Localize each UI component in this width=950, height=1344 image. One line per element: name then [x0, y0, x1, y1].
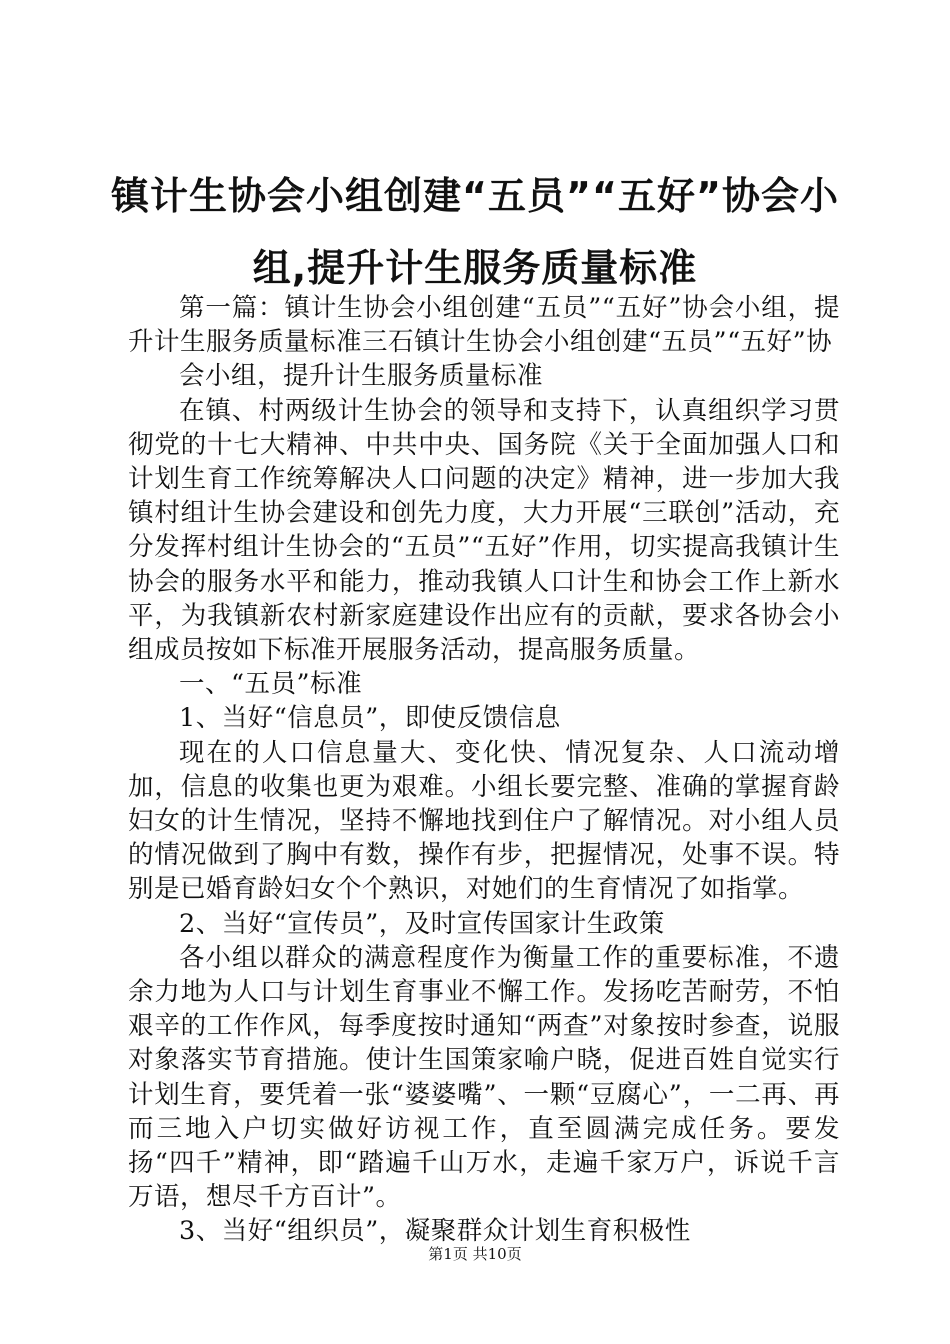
paragraph-background: 在镇、村两级计生协会的领导和支持下，认真组织学习贯彻党的十七大精神、中共中央、国务院《关于全面加强人口和计划生育工作统筹解决人口问题的决定》精神，进一步加大我镇村组计生协会建设和创先力度，大力开展“三联创”活动，充分发挥村组计生协会的“五员”“五好”作用，切实提高我镇计生协会的服务水平和能力，推动我镇人口计生和协会工作上新水平，为我镇新农村新家庭建设作出应有的贡献，要求各协会小组成员按如下标准开展服务活动，提高服务质量。: [128, 395, 840, 666]
title-line-2: 组,提升计生服务质量标准: [252, 246, 698, 290]
document-title: [60, 160, 890, 304]
paragraph-intro-continued: 会小组，提升计生服务质量标准: [179, 361, 544, 392]
item-heading-organizer: 3、当好“组织员”，凝聚群众计划生育积极性: [179, 1216, 691, 1247]
paragraph-publicity: 各小组以群众的满意程度作为衡量工作的重要标准，不遗余力地为人口与计划生育事业不懈工作。发扬吃苦耐劳，不怕艰辛的工作作风，每季度按时通知“两查”对象按时参查，说服对象落实节育措施。使计生国策家喻户晓，促进百姓自觉实行计划生育，要凭着一张“婆婆嘴”、一颗“豆腐心”，一二再、再而三地入户切实做好访视工作，直至圆满完成任务。要发扬“四千”精神，即“踏遍千山万水，走遍千家万户，诉说千言万语，想尽千方百计”。: [128, 942, 840, 1213]
item-heading-publicity: 2、当好“宣传员”，及时宣传国家计生政策: [179, 908, 665, 939]
title-line-1: 镇计生协会小组创建“五员”“五好”协会小: [111, 174, 839, 218]
paragraph-information: 现在的人口信息量大、变化快、情况复杂、人口流动增加，信息的收集也更为艰难。小组长要完整、准确的掌握育龄妇女的计生情况，坚持不懈地找到住户了解情况。对小组人员的情况做到了胸中有数，操作有步，把握情况，处事不误。特别是已婚育龄妇女个个熟识，对她们的生育情况了如指掌。: [128, 737, 840, 905]
paragraph-intro: 第一篇：镇计生协会小组创建“五员”“五好”协会小组，提升计生服务质量标准三石镇计生协会小组创建“五员”“五好”协: [128, 293, 840, 358]
document-body: [128, 291, 840, 1249]
section-heading-five-members: 一、“五员”标准: [179, 669, 363, 700]
page-number-footer: 第1页 共10页: [428, 1245, 522, 1263]
item-heading-information: 1、当好“信息员”，即使反馈信息: [179, 703, 561, 734]
